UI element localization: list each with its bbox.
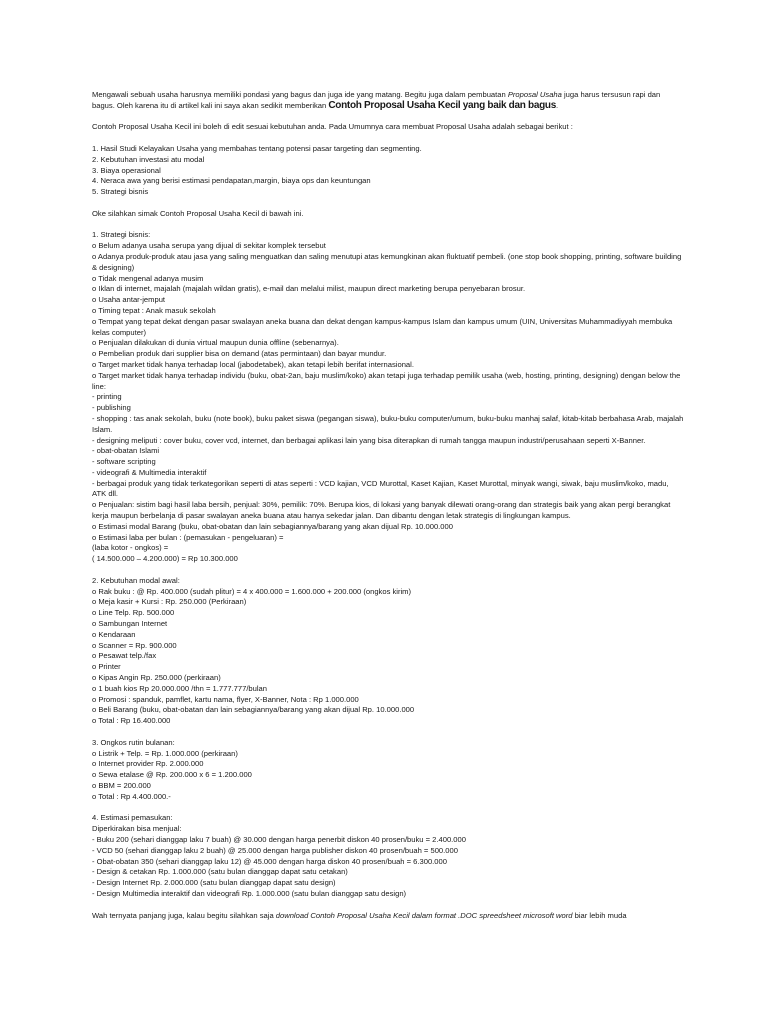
section-line: - Obat-obatan 350 (sehari dianggap laku 12) @ 45.000 dengan harga diskon 40 prosen/buah = 6.300.000 bbox=[92, 856, 447, 866]
section-line: ( 14.500.000 – 4.200.000) = Rp 10.300.000 bbox=[92, 554, 238, 564]
document-body bbox=[92, 90, 684, 921]
section-line: o Total : Rp 16.400.000 bbox=[92, 716, 171, 726]
section-line: - Design Multimedia interaktif dan videografi Rp. 1.000.000 (satu bulan dianggap satu design) bbox=[92, 888, 407, 898]
section-strategy bbox=[92, 230, 684, 565]
outline-item: 1. Hasil Studi Kelayakan Usaha yang membahas tentang potensi pasar targeting dan segmenting. bbox=[92, 143, 422, 153]
outline-item: 2. Kebutuhan investasi atu modal bbox=[92, 154, 205, 164]
section-line: o Listrik + Telp. = Rp. 1.000.000 (perkiraan) bbox=[92, 748, 238, 758]
section-line: o Belum adanya usaha serupa yang dijual di sekitar komplek tersebut bbox=[92, 241, 326, 251]
section-lines bbox=[92, 824, 684, 900]
section-line: o Penjualan dilakukan di dunia virtual maupun dunia offline (sebenarnya). bbox=[92, 338, 339, 348]
download-link[interactable]: download Contoh Proposal Usaha Kecil dalam format .DOC spreedsheet microsoft word bbox=[275, 910, 573, 920]
section-line: - printing bbox=[92, 392, 122, 402]
intro-text-3: . bbox=[556, 100, 559, 110]
section-title: 2. Kebutuhan modal awal: bbox=[92, 575, 180, 585]
section-line: o Internet provider Rp. 2.000.000 bbox=[92, 759, 204, 769]
section-line: o Rak buku : @ Rp. 400.000 (sudah plitur) = 4 x 400.000 = 1.600.000 + 200.000 (ongkos kirim) bbox=[92, 586, 412, 596]
section-line: - shopping : tas anak sekolah, buku (note book), buku paket siswa (pegangan siswa), buku-buku computer/umum, buku-buku manhaj salaf, kitab-kitab berbahasa Arab, majalah Islam. bbox=[92, 413, 684, 434]
section-line: o Total : Rp 4.400.000.- bbox=[92, 791, 171, 801]
section-line: o Estimasi laba per bulan : (pemasukan - pengeluaran) = bbox=[92, 532, 284, 542]
section-line: o Tidak mengenal adanya musim bbox=[92, 273, 204, 283]
outline-item: 5. Strategi bisnis bbox=[92, 187, 149, 197]
section-line: o Kendaraan bbox=[92, 629, 136, 639]
section-line: (laba kotor - ongkos) = bbox=[92, 543, 169, 553]
closing-text-2: biar lebih muda bbox=[572, 910, 627, 920]
outline-item: 4. Neraca awa yang berisi estimasi pendapatan,margin, biaya ops dan keuntungan bbox=[92, 176, 371, 186]
lead-in-paragraph: Oke silahkan simak Contoh Proposal Usaha Kecil di bawah ini. bbox=[92, 208, 304, 218]
intro-paragraph bbox=[92, 90, 684, 112]
section-line: o BBM = 200.000 bbox=[92, 781, 151, 790]
intro-highlight-link[interactable]: Contoh Proposal Usaha Kecil yang baik dan bagus bbox=[328, 99, 556, 111]
section-income-estimate bbox=[92, 813, 684, 899]
outline-item: 3. Biaya operasional bbox=[92, 165, 161, 175]
section-line: o Sewa etalase @ Rp. 200.000 x 6 = 1.200.000 bbox=[92, 770, 252, 780]
section-line: - designing meliputi : cover buku, cover vcd, internet, dan berbagai aplikasi lain yang bisa diterapkan di rumah tangga maupun industri/perusahaan seperti X-Banner. bbox=[92, 435, 646, 445]
section-line: o Pesawat telp./fax bbox=[92, 651, 157, 661]
section-lines bbox=[92, 749, 684, 803]
section-lines bbox=[92, 587, 684, 727]
section-line: o Timing tepat : Anak masuk sekolah bbox=[92, 305, 216, 315]
section-line: - software scripting bbox=[92, 457, 156, 467]
section-title: 3. Ongkos rutin bulanan: bbox=[92, 737, 175, 747]
section-line: o Estimasi modal Barang (buku, obat-obatan dan lain sebagiannya/barang yang akan dijual Rp. 10.000.000 bbox=[92, 521, 453, 531]
section-line: o Promosi : spanduk, pamflet, kartu nama, flyer, X-Banner, Nota : Rp 1.000.000 bbox=[92, 694, 359, 704]
section-line: - Design & cetakan Rp. 1.000.000 (satu bulan dianggap dapat satu cetakan) bbox=[92, 867, 348, 877]
section-line: - berbagai produk yang tidak terkategorikan seperti di atas seperti : VCD kajian, VCD Murottal, Kaset Kajian, Kaset Murottal, minyak wangi, siwak, baju muslim/koko, madu, ATK dll. bbox=[92, 478, 669, 499]
section-line: o Penjualan: sistim bagi hasil laba bersih, penjual: 30%, pemilik: 70%. Berupa kios, di lokasi yang banyak dilewati orang-orang dan strategis baik yang akan pergi berangkat kerja maupun berbelanja di pasar swalayan aneka buana atau hanya sekedar jalan. Dan dibantu dengan letak strategis di lingkungan kampus. bbox=[92, 500, 671, 521]
section-line: Diperkirakan bisa menjual: bbox=[92, 824, 182, 834]
section-title: 4. Estimasi pemasukan: bbox=[92, 813, 173, 823]
section-line: - publishing bbox=[92, 403, 131, 413]
section-line: - Design Internet Rp. 2.000.000 (satu bulan dianggap dapat satu design) bbox=[92, 878, 336, 888]
closing-text-1: Wah ternyata panjang juga, kalau begitu silahkan saja bbox=[92, 910, 276, 920]
section-line: o Meja kasir + Kursi : Rp. 250.000 (Perkiraan) bbox=[92, 597, 247, 607]
section-line: o Usaha antar-jemput bbox=[92, 295, 166, 305]
intro-text-2: juga harus tersusun rapi dan bagus. Oleh karena itu di artikel kali ini saya akan sedikit memberikan bbox=[92, 90, 661, 110]
section-line: o 1 buah kios Rp 20.000.000 /thn = 1.777.777/bulan bbox=[92, 683, 268, 693]
section-line: - videografi & Multimedia interaktif bbox=[92, 467, 207, 477]
section-title: 1. Strategi bisnis: bbox=[92, 230, 151, 240]
section-line: o Pembelian produk dari supplier bisa on demand (atas permintaan) dan bayar mundur. bbox=[92, 349, 387, 359]
intro-italic: Proposal Usaha bbox=[507, 90, 562, 99]
closing-paragraph bbox=[92, 911, 684, 922]
section-line: o Tempat yang tepat dekat dengan pasar swalayan aneka buana dan dekat dengan kampus-kampus Islam dan kampus umum (UIN, Universitas Muhammadiyyah membuka kelas computer) bbox=[92, 316, 673, 337]
section-monthly-costs bbox=[92, 738, 684, 803]
section-line: o Scanner = Rp. 900.000 bbox=[92, 640, 177, 650]
section-line: - obat-obatan Islami bbox=[92, 446, 160, 456]
section-line: o Sambungan Internet bbox=[92, 619, 168, 629]
section-line: o Kipas Angin Rp. 250.000 (perkiraan) bbox=[92, 673, 221, 683]
section-line: o Target market tidak hanya terhadap individu (buku, obat-2an, baju muslim/koko) akan tetapi juga terhadap pemilik usaha (web, hosting, printing, designing) dengan below the line: bbox=[92, 370, 681, 391]
section-line: o Line Telp. Rp. 500.000 bbox=[92, 608, 175, 618]
section-initial-capital bbox=[92, 576, 684, 727]
section-line: - Buku 200 (sehari dianggap laku 7 buah) @ 30.000 dengan harga penerbit diskon 40 prosen/buku = 2.400.000 bbox=[92, 834, 466, 844]
section-line: o Beli Barang (buku, obat-obatan dan lain sebagiannya/barang yang akan dijual Rp. 10.000.000 bbox=[92, 705, 415, 715]
section-line: o Iklan di internet, majalah (majalah wildan gratis), e-mail dan melalui milist, maupun direct marketing berupa penyebaran brosur. bbox=[92, 284, 526, 294]
section-line: o Adanya produk-produk atau jasa yang saling menguatkan dan saling menutupi atas kemungkinan akan fluktuatif pembeli. (one stop book shopping, printing, software building & designing) bbox=[92, 251, 682, 272]
section-line: - VCD 50 (sehari dianggap laku 2 buah) @ 25.000 dengan harga publisher diskon 40 prosen/buah = 500.000 bbox=[92, 845, 458, 855]
section-lines bbox=[92, 241, 684, 565]
edit-note-paragraph: Contoh Proposal Usaha Kecil ini boleh di edit sesuai kebutuhan anda. Pada Umumnya cara membuat Proposal Usaha adalah sebagai berikut : bbox=[92, 122, 573, 132]
section-line: o Target market tidak hanya terhadap local (jabodetabek), akan tetapi lebih berifat internasional. bbox=[92, 359, 414, 369]
outline-list bbox=[92, 144, 684, 198]
intro-text-1: Mengawali sebuah usaha harusnya memiliki pondasi yang bagus dan juga ide yang matang. Begitu juga dalam pembuatan bbox=[92, 90, 508, 99]
section-line: o Printer bbox=[92, 662, 121, 672]
